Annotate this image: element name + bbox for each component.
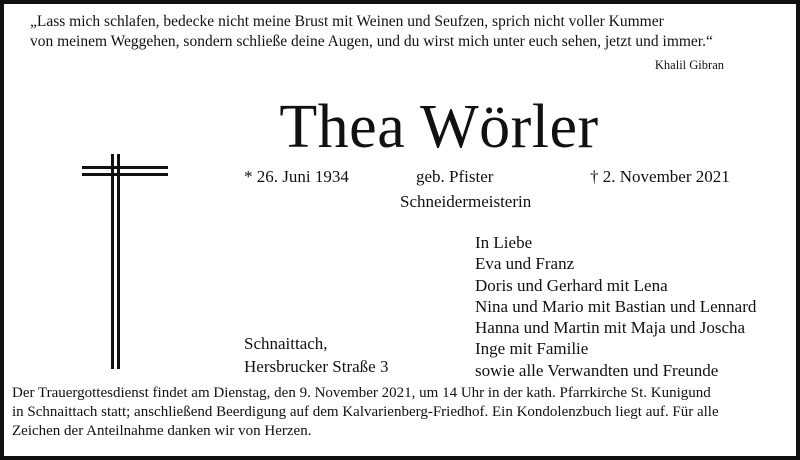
quote-line-2: von meinem Weggehen, sondern schließe deine Augen, und du wirst mich unter euch sehen, jetzt und immer.“ xyxy=(30,33,713,50)
family-line: Doris und Gerhard mit Lena xyxy=(475,275,668,295)
family-line: In Liebe xyxy=(475,233,533,252)
cross-vertical-left xyxy=(111,154,114,369)
quote-author: Khalil Gibran xyxy=(654,58,724,72)
family-line: Hanna und Martin mit Maja und Joscha xyxy=(475,318,746,338)
death-date: † 2. November 2021 xyxy=(590,167,730,186)
cross-vertical-right xyxy=(117,154,120,369)
latin-cross-icon xyxy=(82,154,172,369)
service-announcement xyxy=(12,384,792,441)
birth-date: * 26. Juni 1934 xyxy=(244,167,349,186)
deceased-name: Thea Wörler xyxy=(279,93,599,161)
address-place: Schnaittach, xyxy=(244,334,328,353)
service-line-3: Zeichen der Anteilnahme danken wir von Herzen. xyxy=(12,423,312,439)
quote xyxy=(30,12,730,52)
profession: Schneidermeisterin xyxy=(400,192,532,211)
address-street: Hersbrucker Straße 3 xyxy=(244,357,389,376)
cross-graphic xyxy=(82,154,172,369)
maiden-name: geb. Pfister xyxy=(416,167,494,186)
family-line: Inge mit Familie xyxy=(475,339,589,359)
family-list xyxy=(475,232,756,381)
service-line-1: Der Trauergottesdienst findet am Dienstag, den 9. November 2021, um 14 Uhr in der kath. Pfarrkirche St. Kunigund xyxy=(12,385,711,401)
family-line: sowie alle Verwandten und Freunde xyxy=(475,360,719,380)
family-line: Nina und Mario mit Bastian und Lennard xyxy=(475,296,757,316)
cross-horizontal-top xyxy=(82,166,168,169)
quote-line-1: „Lass mich schlafen, bedecke nicht meine Brust mit Weinen und Seufzen, sprich nicht voller Kummer xyxy=(30,13,664,30)
service-line-2: in Schnaittach statt; anschließend Beerdigung auf dem Kalvarienberg-Friedhof. Ein Kondolenzbuch liegt auf. Für alle xyxy=(12,404,719,420)
cross-horizontal-bottom xyxy=(82,173,168,176)
family-line: Eva und Franz xyxy=(475,254,575,274)
